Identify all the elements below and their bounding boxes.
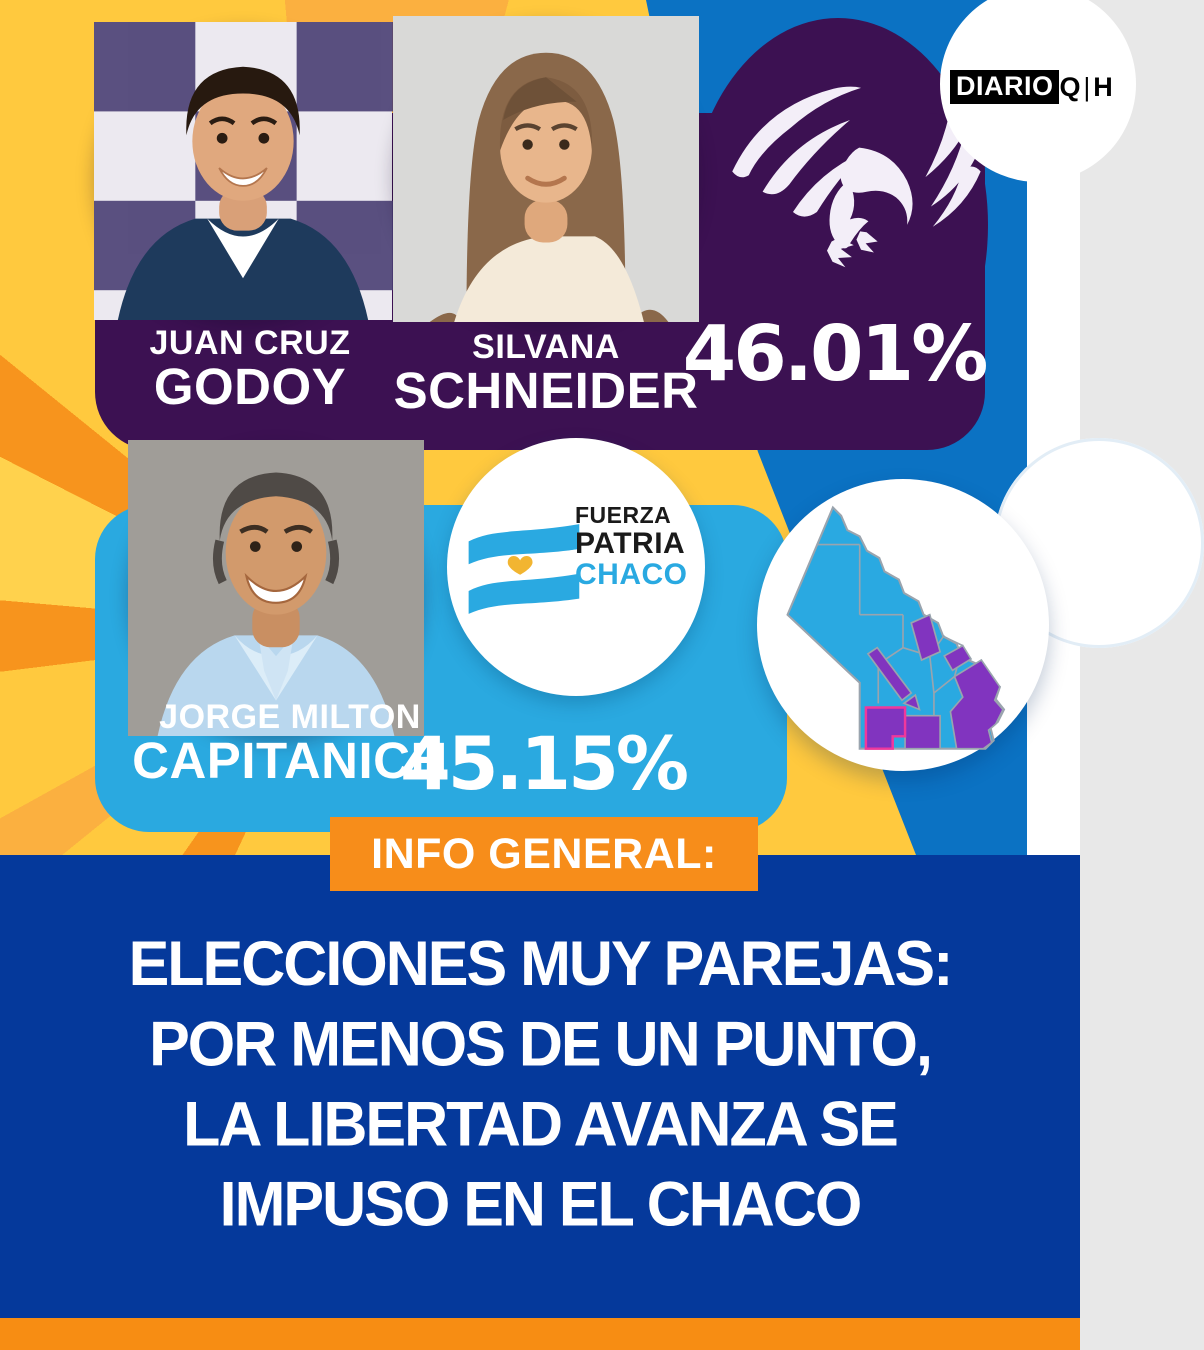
fuerza-patria-logo	[447, 438, 705, 696]
argentina-flag-icon	[461, 514, 585, 624]
diario-logo-q: Q	[1059, 71, 1081, 102]
diario-logo-separator: |	[1083, 71, 1091, 102]
section-banner	[330, 817, 758, 891]
godoy-name	[105, 326, 395, 413]
schneider-first-name: SILVANA	[472, 328, 620, 366]
headline	[30, 924, 1050, 1244]
fp-word-chaco: CHACO	[575, 558, 688, 592]
fp-word-fuerza: FUERZA	[575, 502, 672, 528]
fp-word-patria: PATRIA	[575, 526, 686, 560]
chaco-map-circle	[757, 479, 1049, 771]
headline-line-2: POR MENOS DE UN PUNTO,	[149, 1008, 931, 1079]
bottom-orange-bar	[0, 1318, 1080, 1350]
schneider-photo	[393, 16, 699, 322]
banner-label: INFO GENERAL:	[371, 829, 717, 878]
godoy-last-name: GODOY	[153, 357, 347, 415]
capitanich-photo	[128, 440, 424, 736]
capitanich-first-name: JORGE MILTON	[159, 698, 421, 736]
lla-percent: 46.01%	[682, 309, 986, 399]
diario-qh-logo	[940, 0, 1136, 182]
headline-line-1: ELECCIONES MUY PAREJAS:	[128, 928, 952, 999]
chaco-results-map	[773, 491, 1033, 759]
headline-line-4: IMPUSO EN EL CHACO	[219, 1168, 861, 1239]
diario-logo-text: DIARIO	[950, 70, 1059, 104]
capitanich-last-name: CAPITANICH	[132, 731, 448, 789]
diario-logo-h: H	[1093, 71, 1113, 102]
fp-percent: 45.15%	[399, 721, 687, 807]
schneider-last-name: SCHNEIDER	[393, 361, 699, 419]
godoy-first-name: JUAN CRUZ	[149, 324, 351, 362]
schneider-name	[393, 330, 699, 417]
godoy-photo	[94, 22, 392, 320]
headline-line-3: LA LIBERTAD AVANZA SE	[183, 1088, 897, 1159]
